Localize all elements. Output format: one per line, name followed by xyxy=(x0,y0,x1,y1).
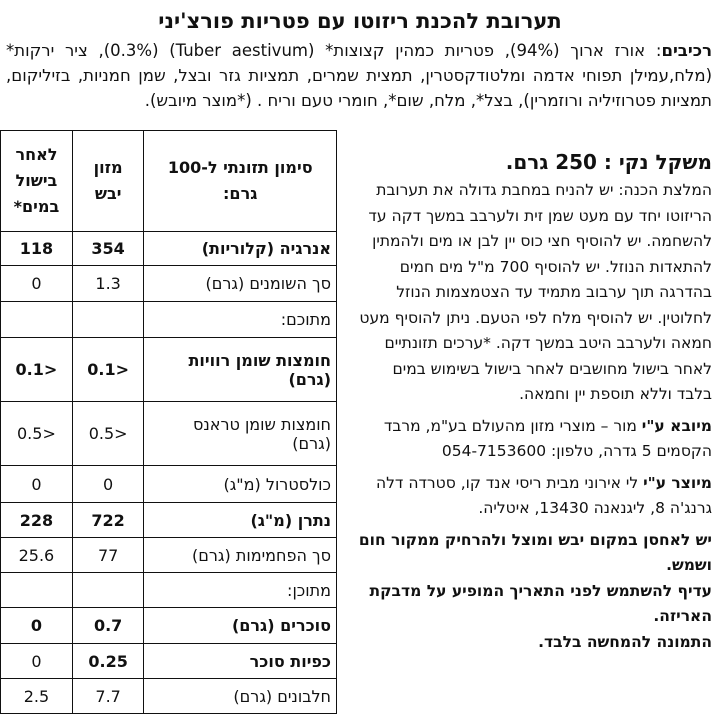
importer-text: מור – מוצרי מזון מהעולם בע"מ, מרבד הקסמים 5 גדרה, טלפון: 054-7153600 xyxy=(383,416,712,460)
nutrient-dry-value xyxy=(72,302,144,338)
nutrient-name: חלבונים (גרם) xyxy=(144,679,337,714)
nutrient-dry-value: 77 xyxy=(72,538,144,573)
nutrient-name: מתוכן: xyxy=(144,573,337,608)
nutrition-row-energy xyxy=(1,232,337,266)
nutrient-name: סך הפחמימות (גרם) xyxy=(144,538,337,573)
nutrient-dry-value: <0.5 xyxy=(72,402,144,466)
nutrient-name: סוכרים (גרם) xyxy=(144,608,337,644)
product-title: תערובת להכנת ריזוטו עם פטריות פורצ'יני xyxy=(158,9,562,33)
nutrient-after-value xyxy=(1,573,73,608)
nutrient-after-value: 0 xyxy=(1,644,73,679)
nutrition-header-name: סימון תזונתי ל-100 גרם: xyxy=(144,131,337,232)
image-note: התמונה להמחשה בלבד. xyxy=(538,632,712,651)
nutrition-row-trans-fat xyxy=(1,402,337,466)
nutrient-after-value: 0 xyxy=(1,608,73,644)
nutrient-name: חומצות שומן טראנס (גרם) xyxy=(144,402,337,466)
net-weight: משקל נקי : 250 גרם. xyxy=(505,150,712,174)
nutrient-dry-value: 0.7 xyxy=(72,608,144,644)
nutrition-row-carbohydrates xyxy=(1,538,337,573)
nutrition-header-dry: מזון יבש xyxy=(72,131,144,232)
ingredients-text: : אורז ארוך (94%), פטריות כמהין קצוצות* (Tuber aestivum) (0.3%), ציר ירקות* (מלח,עמילן תפוחי אדמה ומלטודקסטרין, תמצית שמרים, תמציות גזר ובצל, שמן חמניות, בזיליקום, תמציות פטרוזיליה ורוזמרין), בצל*, מלח, שום*, חומרי טעם וריח . (*מוצר מיובש). xyxy=(6,41,712,110)
nutrition-header-row xyxy=(1,131,337,232)
preparation-text: המלצת הכנה: יש להניח במחבת גדולה את תערובת הריזוטו יחד עם מעט שמן זית ולערבב במשך דקה עד להשחמה. יש להוסיף חצי כוס יין לבן או מים ולהמתין להתאדות הנוזל. יש להוסיף 700 מ"ל מים חמים בהדרגה תוך ערבוב מתמיד עד הצטמצמות הנוזל לחלוטין. יש להוסיף מלח לפי הטעם. ניתן להוסיף מעט חמאה ולערבב היטב במשך דקה. *ערכים תזונתיים לאחר בישול מחושבים לאחר בישול בשימוש במים בלבד וללא תוספת יין וחמאה. xyxy=(359,181,712,403)
importer-label: מיובא ע"י xyxy=(641,416,712,435)
nutrient-name: נתרן (מ"ג) xyxy=(144,503,337,538)
nutrient-dry-value: 0.25 xyxy=(72,644,144,679)
ingredients-paragraph xyxy=(6,38,712,113)
nutrient-name: כולסטרול (מ"ג) xyxy=(144,466,337,503)
nutrient-after-value: 0 xyxy=(1,466,73,503)
nutrient-name: כפיות סוכר xyxy=(144,644,337,679)
nutrient-dry-value xyxy=(72,573,144,608)
nutrient-after-value: 25.6 xyxy=(1,538,73,573)
nutrition-row-sodium xyxy=(1,503,337,538)
nutrient-after-value xyxy=(1,302,73,338)
nutrient-dry-value: 722 xyxy=(72,503,144,538)
nutrition-row-protein xyxy=(1,679,337,714)
nutrition-row-cholesterol xyxy=(1,466,337,503)
nutrient-dry-value: 0 xyxy=(72,466,144,503)
nutrient-dry-value: 354 xyxy=(72,232,144,266)
manufacturer-text: לי אירוני מבית ריסי אנד קו, סטרדה דלה גרנג'ה 8, ליגנאנה 13430, איטליה. xyxy=(376,473,712,517)
nutrition-row-total-fat xyxy=(1,266,337,302)
nutrient-after-value: 2.5 xyxy=(1,679,73,714)
best-before-note: עדיף להשתמש לפני התאריך המופיע על מדבקת האריזה. xyxy=(369,581,712,625)
nutrition-row-saturated-fat xyxy=(1,338,337,402)
storage-instructions: יש לאחסן במקום יבש ומוצל ולהרחיק ממקור חום ושמש. xyxy=(358,530,712,574)
nutrition-row-sugars xyxy=(1,608,337,644)
nutrient-name: אנרגיה (קלוריות) xyxy=(144,232,337,266)
nutrient-after-value: 0 xyxy=(1,266,73,302)
nutrition-header-after: לאחר בישול במים* xyxy=(1,131,73,232)
manufacturer-label: מיוצר ע"י xyxy=(643,473,712,492)
nutrient-dry-value: <0.1 xyxy=(72,338,144,402)
info-column xyxy=(357,148,712,655)
manufacturer-info xyxy=(357,471,712,522)
nutrition-row-of-which-carbs xyxy=(1,573,337,608)
nutrient-after-value: 228 xyxy=(1,503,73,538)
nutrient-name: חומצות שומן רוויות (גרם) xyxy=(144,338,337,402)
nutrient-dry-value: 7.7 xyxy=(72,679,144,714)
nutrient-name: מתוכם: xyxy=(144,302,337,338)
nutrient-after-value: <0.1 xyxy=(1,338,73,402)
ingredients-label: רכיבים xyxy=(661,41,713,60)
nutrient-after-value: <0.5 xyxy=(1,402,73,466)
nutrient-name: סך השומנים (גרם) xyxy=(144,266,337,302)
nutrition-table xyxy=(0,130,337,714)
nutrient-dry-value: 1.3 xyxy=(72,266,144,302)
nutrient-after-value: 118 xyxy=(1,232,73,266)
nutrition-row-sugar-teaspoons xyxy=(1,644,337,679)
importer-info xyxy=(357,414,712,465)
nutrition-row-of-which-fat xyxy=(1,302,337,338)
